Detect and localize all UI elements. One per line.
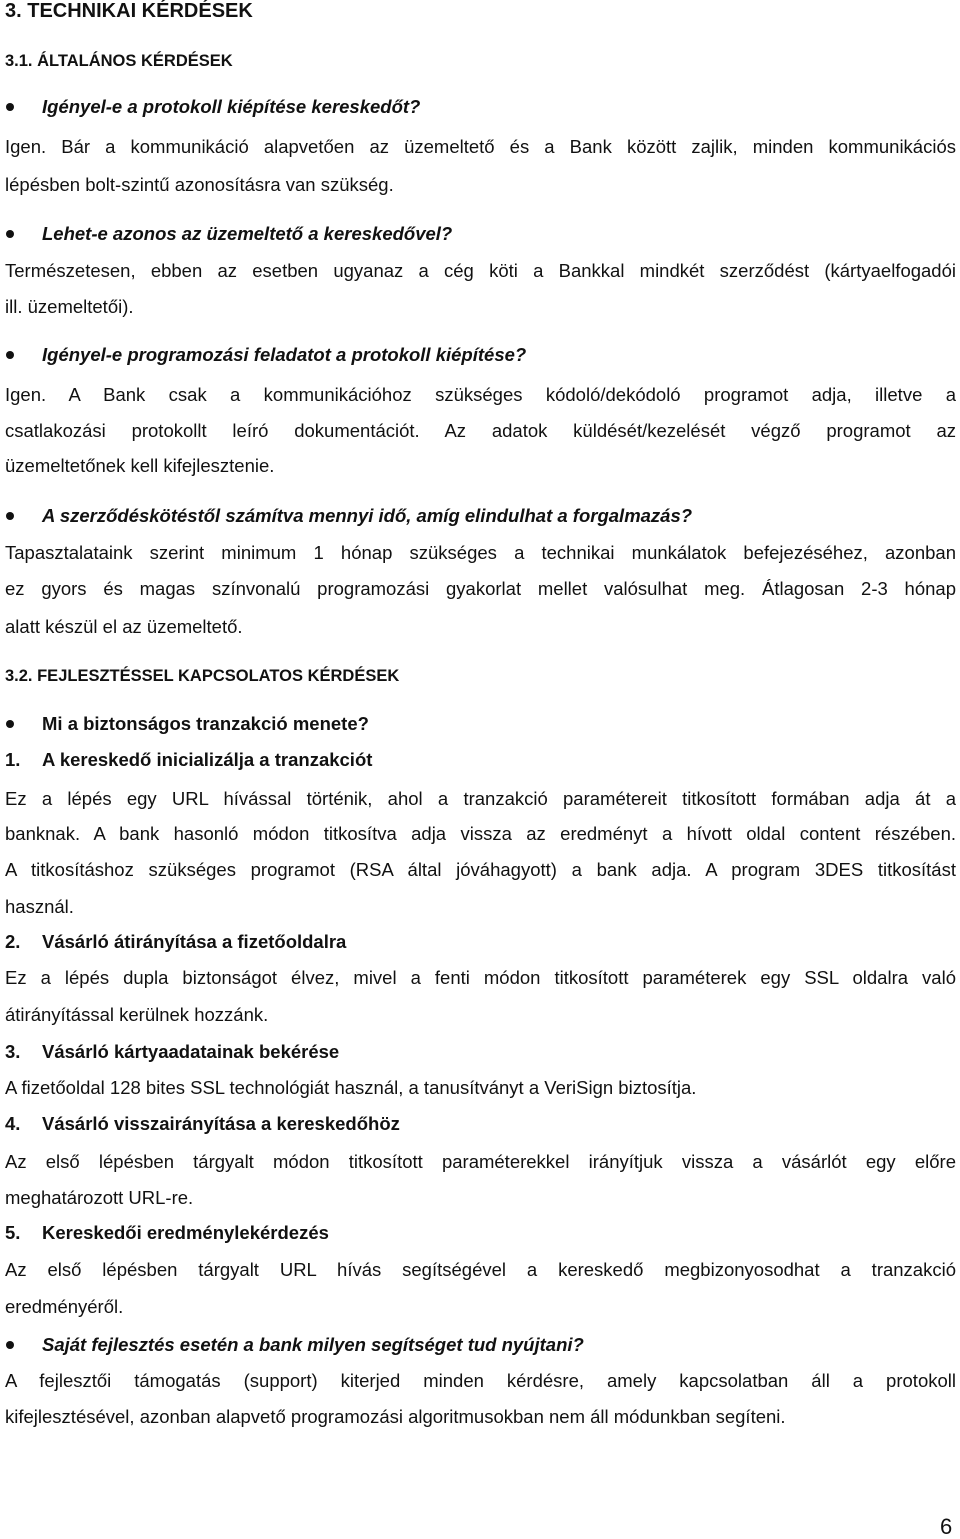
paragraph-line: átirányítással kerülnek hozzánk. (5, 1004, 269, 1025)
paragraph-line: Ez a lépés dupla biztonságot élvez, mivel a fenti módon titkosított paraméterek egy SSL oldalra való (5, 967, 956, 988)
paragraph-line: Természetesen, ebben az esetben ugyanaz a cég köti a Bankkal mindkét szerződést (kártyaelfogadói (5, 260, 956, 281)
paragraph-line: ill. üzemeltetői). (5, 296, 134, 317)
paragraph-line: A titkosításhoz szükséges programot (RSA által jóváhagyott) a bank adja. A program 3DES titkosítást (5, 859, 956, 880)
question-heading: Igényel-e a protokoll kiépítése kereskedőt? (42, 96, 421, 117)
section-title: 3. TECHNIKAI KÉRDÉSEK (5, 0, 253, 22)
bullet (6, 720, 14, 728)
paragraph-line: Ez a lépés egy URL hívással történik, ahol a tranzakció paramétereit titkosított formában adja át a (5, 788, 956, 809)
step-title: Vásárló kártyaadatainak bekérése (42, 1041, 340, 1062)
step-number: 2. (5, 931, 21, 952)
bullet (6, 512, 14, 520)
paragraph-line: alatt készül el az üzemeltető. (5, 616, 243, 637)
step-number: 3. (5, 1041, 21, 1062)
paragraph-line: Az első lépésben tárgyalt URL hívás segítségével a kereskedő megbizonyosodhat a tranzakció (5, 1259, 956, 1280)
step-title: Vásárló visszairányítása a kereskedőhöz (42, 1113, 400, 1134)
paragraph-line: Az első lépésben tárgyalt módon titkosított paraméterekkel irányítjuk vissza a vásárlót egy előre (5, 1151, 956, 1172)
step-number: 4. (5, 1113, 21, 1134)
bullet (6, 103, 14, 111)
step-title: Vásárló átirányítása a fizetőoldalra (42, 931, 347, 952)
paragraph-line: ez gyors és magas színvonalú programozási gyakorlat mellet valósulhat meg. Átlagosan 2-3 hónap (5, 578, 956, 599)
question-heading: A szerződéskötéstől számítva mennyi idő, amíg elindulhat a forgalmazás? (42, 505, 693, 526)
question-heading: Igényel-e programozási feladatot a protokoll kiépítése? (42, 344, 527, 365)
paragraph-line: A fizetőoldal 128 bites SSL technológiát használ, a tanusítványt a VeriSign biztosítja. (5, 1077, 697, 1098)
paragraph-line: csatlakozási protokollt leíró dokumentációt. Az adatok küldését/kezelését végző programot az (5, 420, 956, 441)
paragraph-line: meghatározott URL-re. (5, 1187, 194, 1208)
paragraph-line: Igen. A Bank csak a kommunikációhoz szükséges kódoló/dekódoló programot adja, illetve a (5, 384, 956, 405)
page-number: 6 (940, 1514, 953, 1539)
step-title: A kereskedő inicializálja a tranzakciót (42, 749, 373, 770)
paragraph-line: Tapasztalataink szerint minimum 1 hónap szükséges a technikai munkálatok befejezéséhez, azonban (5, 542, 956, 563)
step-number: 5. (5, 1222, 21, 1243)
step-number: 1. (5, 749, 21, 770)
subsection-title-general: 3.1. ÁLTALÁNOS KÉRDÉSEK (5, 52, 233, 70)
bullet (6, 351, 14, 359)
paragraph-line: A fejlesztői támogatás (support) kiterjed minden kérdésre, amely kapcsolatban áll a protokoll (5, 1370, 956, 1391)
step-title: Kereskedői eredménylekérdezés (42, 1222, 329, 1243)
question-heading: Mi a biztonságos tranzakció menete? (42, 713, 369, 734)
paragraph-line: lépésben bolt-szintű azonosításra van szükség. (5, 174, 394, 195)
paragraph-line: eredményéről. (5, 1296, 124, 1317)
subsection-title-development: 3.2. FEJLESZTÉSSEL KAPCSOLATOS KÉRDÉSEK (5, 667, 400, 685)
paragraph-line: üzemeltetőnek kell kifejlesztenie. (5, 455, 275, 476)
bullet (6, 1341, 14, 1349)
paragraph-line: Igen. Bár a kommunikáció alapvetően az üzemeltető és a Bank között zajlik, minden kommunikációs (5, 136, 956, 157)
paragraph-line: kifejlesztésével, azonban alapvető programozási algoritmusokban nem áll módunkban segíteni. (5, 1406, 786, 1427)
question-heading: Saját fejlesztés esetén a bank milyen segítséget tud nyújtani? (42, 1334, 584, 1355)
question-heading: Lehet-e azonos az üzemeltető a kereskedővel? (42, 223, 453, 244)
paragraph-line: használ. (5, 896, 74, 917)
bullet (6, 230, 14, 238)
paragraph-line: banknak. A bank hasonló módon titkosítva adja vissza az eredményt a hívott oldal content részében. (5, 823, 956, 844)
